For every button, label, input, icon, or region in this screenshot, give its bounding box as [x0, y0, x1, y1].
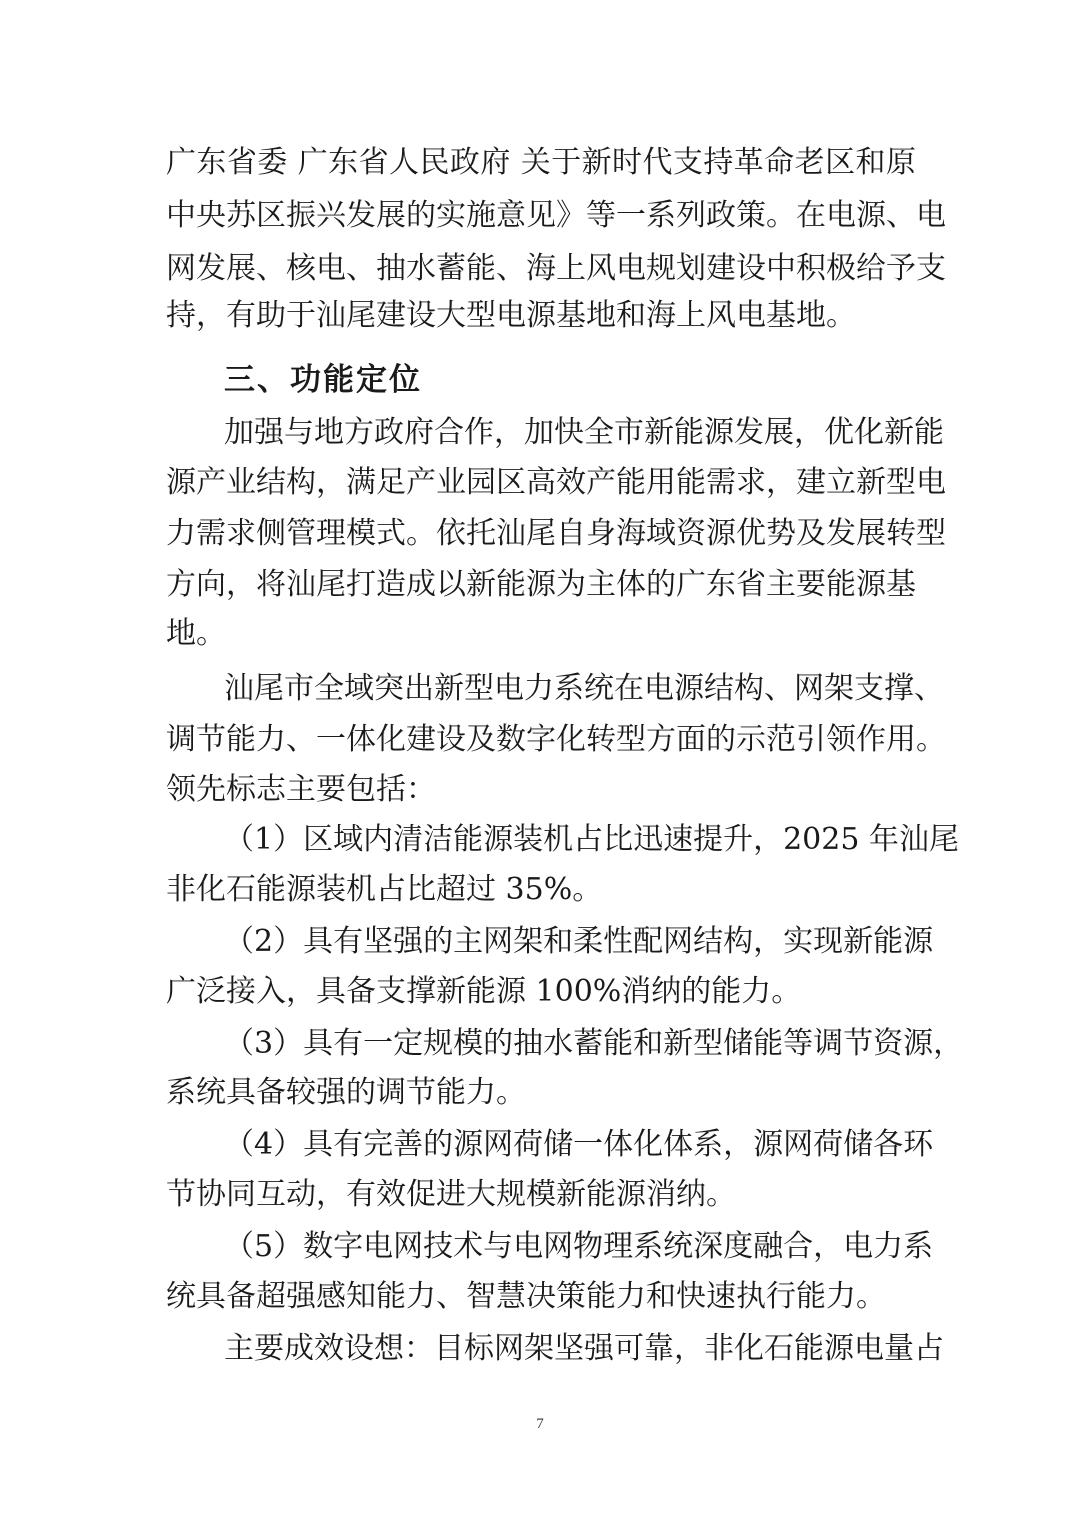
item5-line-2: 统具备超强感知能力、智慧决策能力和快速执行能力。	[166, 1279, 886, 1314]
intro-line-1: 广东省委 广东省人民政府 关于新时代支持革命老区和原	[166, 145, 916, 180]
para2-line-3: 领先标志主要包括：	[166, 772, 436, 807]
intro-line-4: 持，有助于汕尾建设大型电源基地和海上风电基地。	[166, 298, 856, 333]
item2-line-2: 广泛接入，具备支撑新能源 100%消纳的能力。	[166, 974, 802, 1009]
para1-line-3: 力需求侧管理模式。依托汕尾自身海域资源优势及发展转型	[166, 516, 946, 551]
page-number: 7	[536, 1416, 544, 1432]
intro-line-3: 网发展、核电、抽水蓄能、海上风电规划建设中积极给予支	[166, 251, 946, 286]
section-heading: 三、功能定位	[224, 362, 422, 398]
closing-line: 主要成效设想：目标网架坚强可靠，非化石能源电量占	[224, 1331, 944, 1366]
para1-line-4: 方向，将汕尾打造成以新能源为主体的广东省主要能源基	[166, 567, 916, 602]
item1-line-1: （1）区域内清洁能源装机占比迅速提升，2025 年汕尾	[224, 822, 959, 857]
para1-line-1: 加强与地方政府合作，加快全市新能源发展，优化新能	[224, 415, 944, 450]
intro-line-2: 中央苏区振兴发展的实施意见》等一系列政策。在电源、电	[166, 198, 946, 233]
item5-line-1: （5）数字电网技术与电网物理系统深度融合，电力系	[224, 1229, 934, 1264]
item3-line-2: 系统具备较强的调节能力。	[166, 1075, 526, 1110]
para2-line-2: 调节能力、一体化建设及数字化转型方面的示范引领作用。	[166, 722, 946, 757]
item1-line-2: 非化石能源装机占比超过 35%。	[166, 872, 603, 907]
item4-line-2: 节协同互动，有效促进大规模新能源消纳。	[166, 1177, 736, 1212]
item2-line-1: （2）具有坚强的主网架和柔性配网结构，实现新能源	[224, 924, 934, 959]
para1-line-2: 源产业结构，满足产业园区高效产能用能需求，建立新型电	[166, 465, 946, 500]
para2-line-1: 汕尾市全域突出新型电力系统在电源结构、网架支撑、	[224, 671, 944, 706]
para1-line-5: 地。	[166, 616, 226, 651]
item4-line-1: （4）具有完善的源网荷储一体化体系，源网荷储各环	[224, 1127, 934, 1162]
item3-line-1: （3）具有一定规模的抽水蓄能和新型储能等调节资源，	[224, 1026, 964, 1061]
